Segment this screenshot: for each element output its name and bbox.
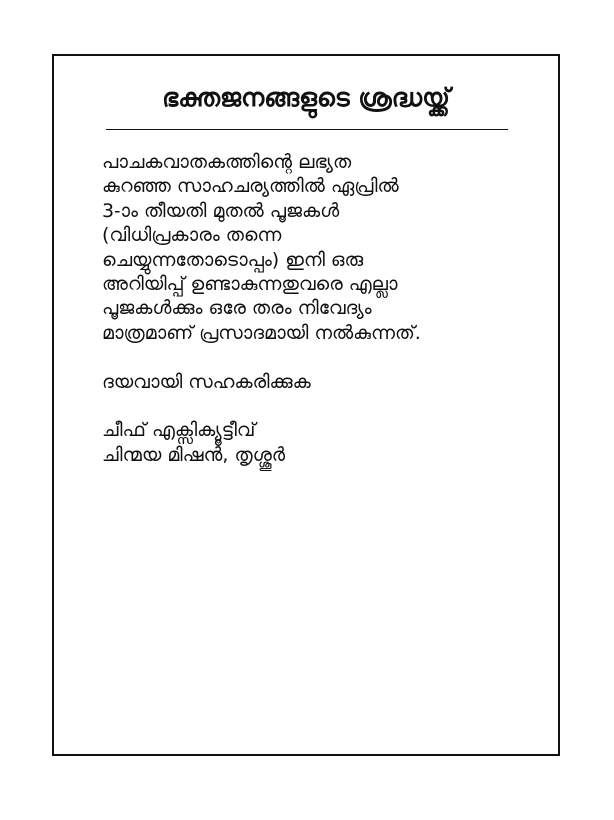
- signature-title: ചീഫ് എക്സിക്യൂട്ടീവ്: [102, 419, 256, 442]
- paragraph-line: അറിയിപ്പ് ഉണ്ടാകുന്നതുവരെ എല്ലാ: [102, 272, 398, 295]
- paragraph-line: (വിധിപ്രകാരം തന്നെ: [102, 224, 282, 247]
- paragraph-line: 3-ാം തീയതി മുതൽ പൂജകൾ: [102, 199, 340, 222]
- paragraph-gap: [102, 394, 542, 418]
- paragraph-gap: [102, 345, 542, 369]
- paragraph-line: ചെയ്യുന്നതോടൊപ്പം) ഇനി ഒരു: [102, 248, 364, 271]
- notice-box: [52, 54, 560, 756]
- title-divider: [106, 129, 508, 130]
- paragraph-line: പൂജകൾക്കും ഒരേ തരം നിവേദ്യം: [102, 297, 372, 320]
- cooperation-request: ദയവായി സഹകരിക്കുക: [102, 370, 311, 393]
- paragraph-line: കുറഞ്ഞ സാഹചര്യത്തിൽ ഏപ്രിൽ: [102, 175, 399, 198]
- notice-body: [102, 150, 542, 467]
- paragraph-line: പാചകവാതകത്തിന്റെ ലഭ്യത: [102, 151, 352, 173]
- notice-title: ഭക്തജനങ്ങളുടെ ശ്രദ്ധയ്ക്ക്: [162, 83, 450, 112]
- signature-organization: ചിന്മയ മിഷൻ, തൃശ്ശൂർ: [102, 443, 286, 466]
- paragraph-line: മാത്രമാണ് പ്രസാദമായി നൽകുന്നത്.: [102, 321, 421, 344]
